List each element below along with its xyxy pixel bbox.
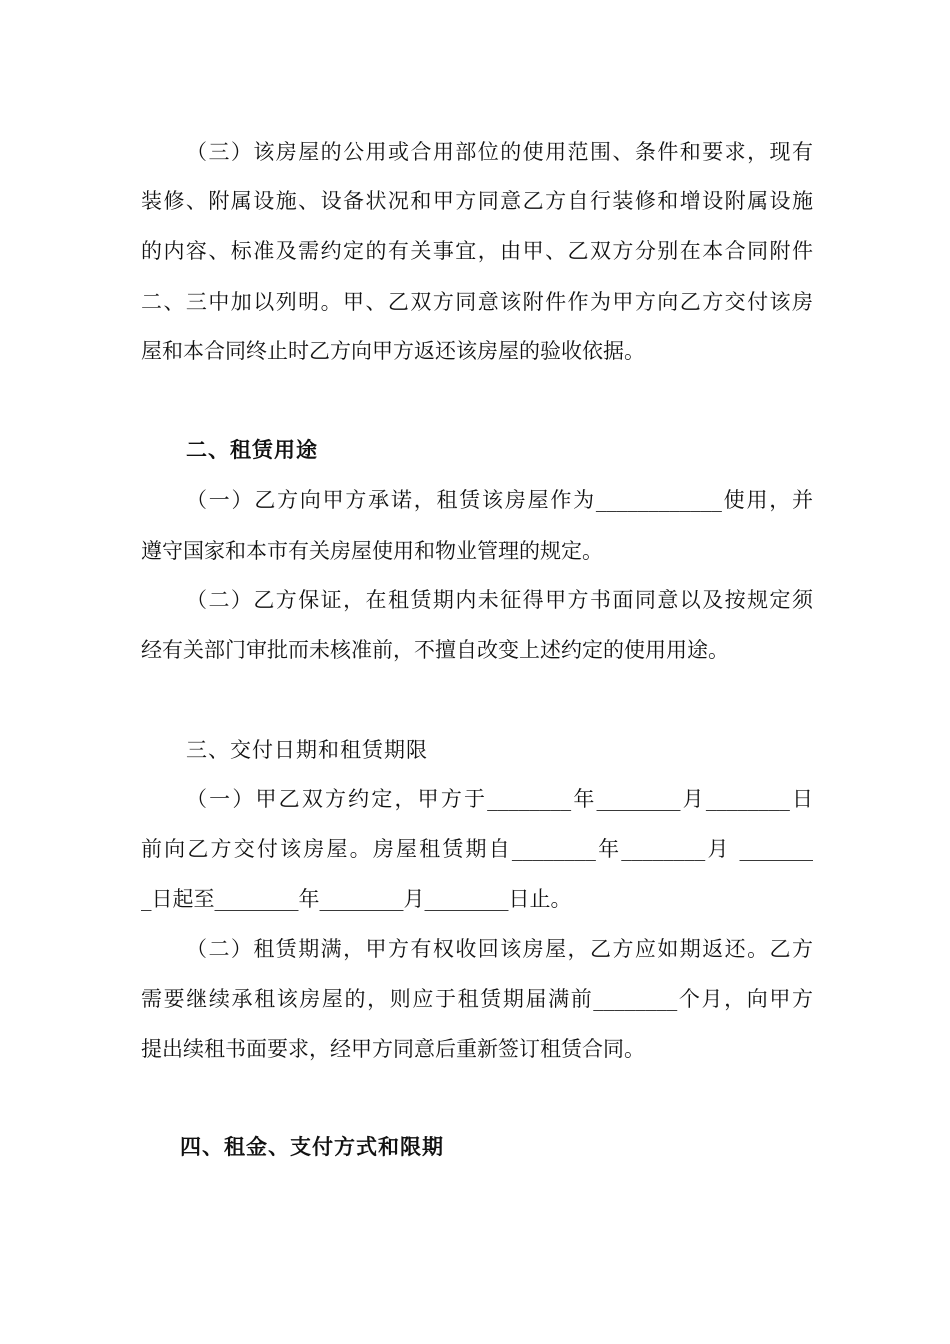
paragraph-line: 屋和本合同终止时乙方向甲方返还该房屋的验收依据。 [141, 339, 645, 363]
paragraph-line: 需要继续承租该房屋的，则应于租赁期届满前________个月，向甲方 [141, 987, 813, 1011]
paragraph-line: 的内容、标准及需约定的有关事宜，由甲、乙双方分别在本合同附件 [141, 239, 813, 263]
section-heading: 四、租金、支付方式和限期 [180, 1135, 444, 1159]
paragraph-line: （三）该房屋的公用或合用部位的使用范围、条件和要求，现有 [186, 140, 813, 164]
section-heading: 三、交付日期和租赁期限 [186, 738, 428, 762]
paragraph-line: 经有关部门审批而未核准前，不擅自改变上述约定的使用用途。 [141, 638, 729, 662]
paragraph-line: （二）租赁期满，甲方有权收回该房屋，乙方应如期返还。乙方 [186, 937, 813, 961]
section-heading: 二、租赁用途 [186, 438, 318, 462]
paragraph-line: 遵守国家和本市有关房屋使用和物业管理的规定。 [141, 539, 603, 563]
paragraph-line: （二）乙方保证，在租赁期内未征得甲方书面同意以及按规定须 [186, 588, 813, 612]
paragraph-line: （一）乙方向甲方承诺，租赁该房屋作为____________使用，并 [186, 488, 813, 512]
paragraph-line: _日起至________年________月________日止。 [141, 887, 572, 911]
paragraph-line: 提出续租书面要求，经甲方同意后重新签订租赁合同。 [141, 1037, 645, 1061]
paragraph-line: 装修、附属设施、设备状况和甲方同意乙方自行装修和增设附属设施 [141, 189, 813, 213]
paragraph-line: 前向乙方交付该房屋。房屋租赁期自________年________月 _______ [141, 837, 813, 861]
paragraph-line: 二、三中加以列明。甲、乙双方同意该附件作为甲方向乙方交付该房 [141, 290, 813, 314]
paragraph-line: （一）甲乙双方约定，甲方于________年________月________日 [186, 787, 813, 811]
